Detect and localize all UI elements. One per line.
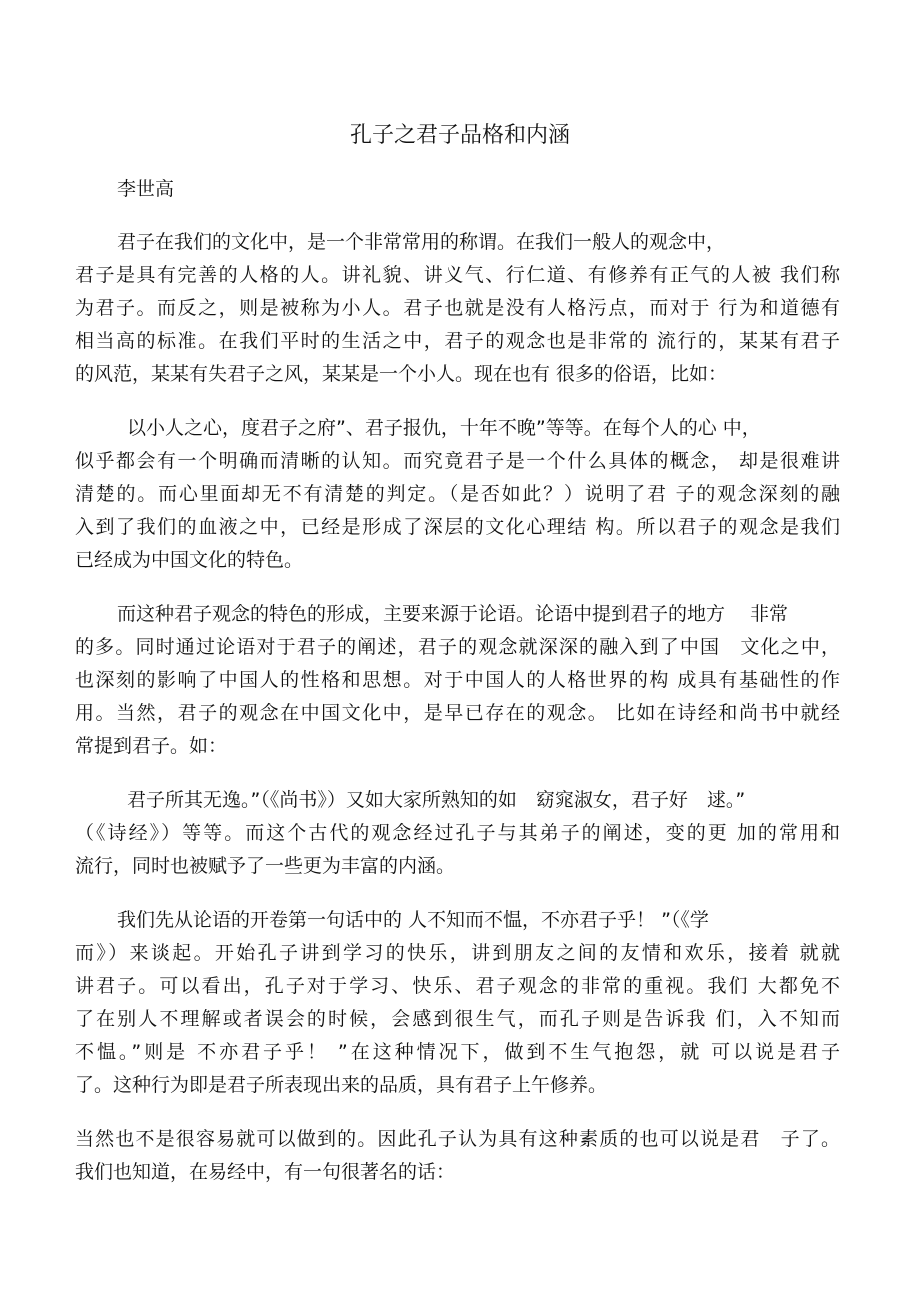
text-line: 也深刻的影响了中国人的性格和思想。对于中国人的人格世界的构 成具有基础性的作 <box>75 669 840 691</box>
text-line: 我们也知道，在易经中，有一句很著名的话： <box>75 1161 456 1183</box>
text-line: 了在别人不理解或者误会的时候，会感到很生气，而孔子则是告诉我 们，入不知而 <box>75 1008 840 1030</box>
text-line: 以小人之心，度君子之府”、君子报仇，十年不晚”等等。在每个人的心 中， <box>127 417 761 439</box>
text-line: 而这种君子观念的特色的形成，主要来源于论语。论语中提到君子的地方 非常 <box>117 603 789 625</box>
text-line: 入到了我们的血液之中，已经是形成了深层的文化心理结 构。所以君子的观念是我们 <box>75 516 840 538</box>
paragraph <box>75 412 840 577</box>
paragraph <box>75 904 840 1102</box>
paragraph <box>75 598 840 763</box>
text-line: 似乎都会有一个明确而清晰的认知。而究竟君子是一个什么具体的概念， 却是很难讲 <box>75 450 840 472</box>
text-line: 已经成为中国文化的特色。 <box>75 549 304 571</box>
text-line: 流行，同时也被赋予了一些更为丰富的内涵。 <box>75 855 456 877</box>
document-author: 李世高 <box>117 178 175 200</box>
text-line: 君子所其无逸。”（《尚书》）又如大家所熟知的如 窈窕淑女，君子好 逑。” <box>127 789 746 811</box>
document-body <box>75 226 840 1210</box>
text-line: 君子在我们的文化中，是一个非常常用的称谓。在我们一般人的观念中， <box>117 231 726 253</box>
text-line: 的多。同时通过论语对于君子的阐述，君子的观念就深深的融入到了中国 文化之中， <box>75 636 840 658</box>
paragraph <box>75 226 840 391</box>
text-line: 常提到君子。如： <box>75 735 228 757</box>
text-line: 当然也不是很容易就可以做到的。因此孔子认为具有这种素质的也可以说是君 子了。 <box>75 1128 840 1150</box>
text-line: 清楚的。而心里面却无不有清楚的判定。（是否如此？）说明了君 子的观念深刻的融 <box>75 483 840 505</box>
text-line: 相当高的标准。在我们平时的生活之中，君子的观念也是非常的 流行的，某某有君子 <box>75 330 840 352</box>
text-line: 君子是具有完善的人格的人。讲礼貌、讲义气、行仁道、有修养有正气的人被 我们称 <box>75 264 840 286</box>
text-line: 用。当然，君子的观念在中国文化中，是早已存在的观念。 比如在诗经和尚书中就经 <box>75 702 840 724</box>
text-line: （《诗经》）等等。而这个古代的观念经过孔子与其弟子的阐述，变的更 加的常用和 <box>75 822 840 844</box>
paragraph <box>75 784 840 883</box>
document-title: 孔子之君子品格和内涵 <box>349 123 570 148</box>
text-line: 的风范，某某有失君子之风，某某是一个小人。现在也有 很多的俗语，比如： <box>75 363 728 385</box>
paragraph <box>75 1123 840 1189</box>
text-line: 讲君子。可以看出，孔子对于学习、快乐、君子观念的非常的重视。我们 大都免不 <box>75 975 840 997</box>
text-line: 而》）来谈起。开始孔子讲到学习的快乐，讲到朋友之间的友情和欢乐，接着 就就 <box>75 942 840 964</box>
text-line: 不愠。”则是 不亦君子乎！ ”在这种情况下，做到不生气抱怨，就 可以说是君子 <box>75 1041 840 1063</box>
text-line: 我们先从论语的开卷第一句话中的 人不知而不愠，不亦君子乎！ ”（《学 <box>117 909 709 931</box>
text-line: 了。这种行为即是君子所表现出来的品质，具有君子上午修养。 <box>75 1074 608 1096</box>
text-line: 为君子。而反之，则是被称为小人。君子也就是没有人格污点，而对于 行为和道德有 <box>75 297 840 319</box>
